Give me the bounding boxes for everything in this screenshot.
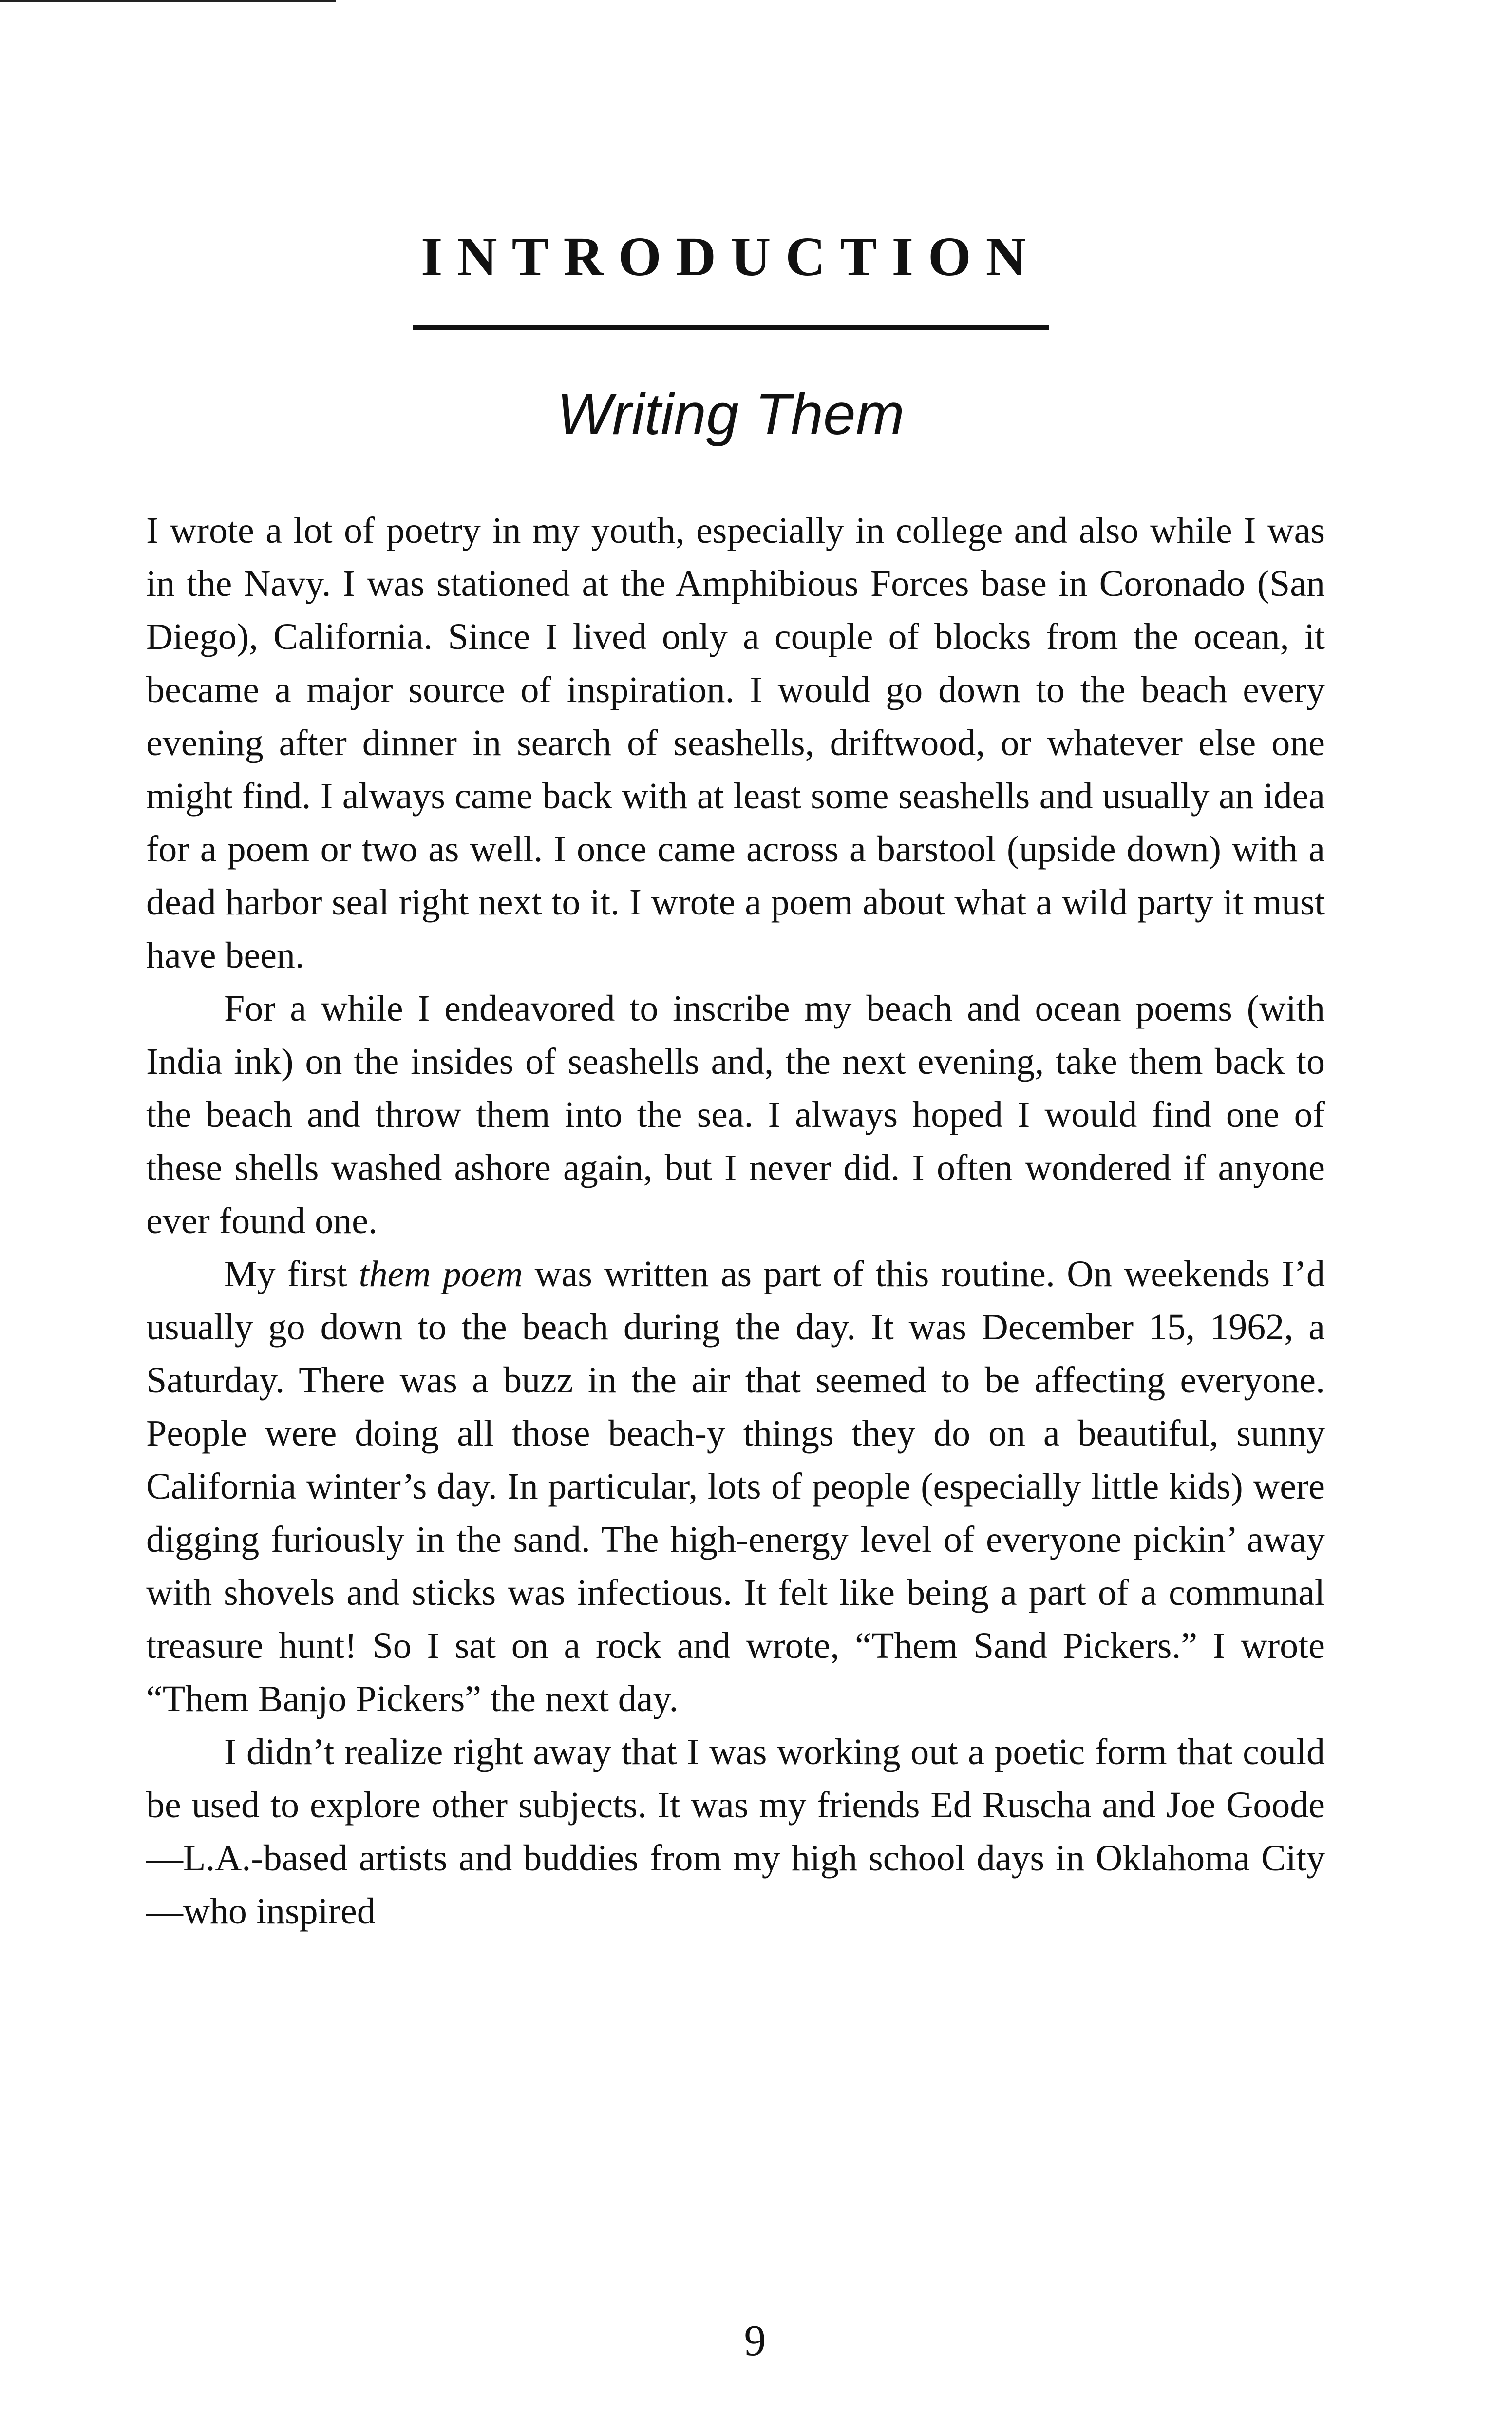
chapter-divider: [413, 325, 1049, 330]
chapter-title: Writing Them: [557, 381, 905, 447]
paragraph-1: I wrote a lot of poetry in my youth, especially in college and also while I was in the Navy. I was stationed at the Amphibious Forces base in Coronado (San Diego), California. Since I lived only a couple of blocks from the ocean, it became a major source of inspiration. I would go down to the beach every evening after dinner in search of seashells, driftwood, or whatever else one might find. I always came back with at least some seashells and usually an idea for a poem or two as well. I once came across a barstool (upside down) with a dead harbor seal right next to it. I wrote a poem about what a wild party it must have been.: [146, 510, 1325, 976]
chapter-label: INTRODUCTION: [420, 226, 1041, 287]
page-number: 9: [744, 2317, 766, 2365]
them-poem-emphasis: them poem: [359, 1254, 523, 1294]
scan-edge-rule: [0, 0, 336, 2]
paragraph-3-start: My first: [224, 1254, 359, 1294]
paragraph-2: For a while I endeavored to inscribe my beach and ocean poems (with India ink) on the insides of seashells and, the next evening, take them back to the beach and throw them into the sea. I always hoped I would find one of these shells washed ashore again, but I never did. I often wondered if anyone ever found one.: [146, 988, 1325, 1241]
paragraph-3: [146, 1248, 1325, 1726]
paragraph-4: I didn’t realize right away that I was working out a poetic form that could be used to explore other subjects. It was my friends Ed Ruscha and Joe Goode—L.A.-based artists and buddies from my high school days in Oklahoma City—who inspired: [146, 1732, 1325, 1932]
paragraph-3-rest: was written as part of this routine. On weekends I’d usually go down to the beach during the day. It was December 15, 1962, a Saturday. There was a buzz in the air that seemed to be affecting everyone. People were doing all those beach-y things they do on a beautiful, sunny California winter’s day. In particular, lots of people (especially little kids) were digging furiously in the sand. The high-energy level of everyone pickin’ away with shovels and sticks was infectious. It felt like being a part of a communal treasure hunt! So I sat on a rock and wrote, “Them Sand Pickers.” I wrote “Them Banjo Pickers” the next day.: [146, 1254, 1325, 1719]
body-text: [146, 504, 1325, 1938]
